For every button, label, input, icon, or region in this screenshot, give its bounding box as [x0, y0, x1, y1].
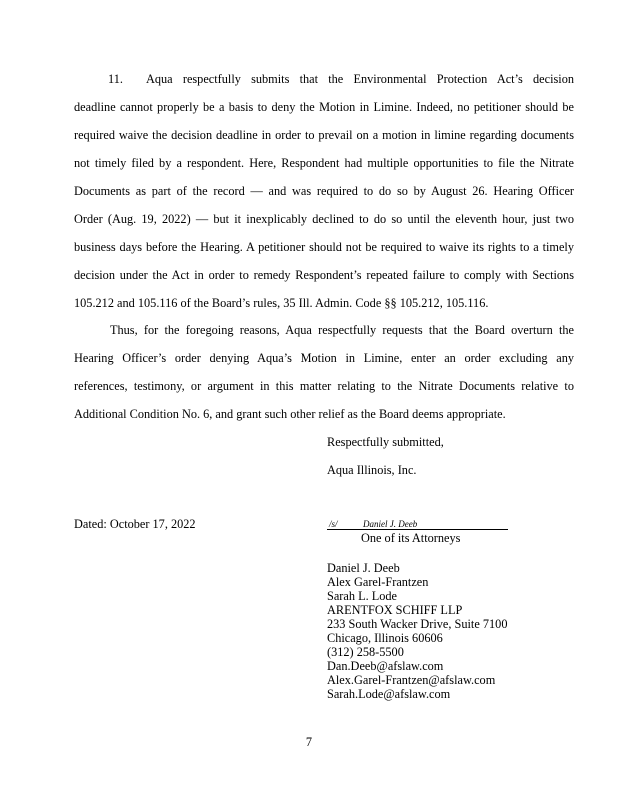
signature-s-mark: /s/ [329, 519, 338, 529]
signature-line [327, 529, 508, 530]
attorney-line: Daniel J. Deeb [327, 561, 400, 575]
signature-caption: One of its Attorneys [361, 531, 461, 545]
email-link[interactable]: Dan.Deeb@afslaw.com [327, 659, 444, 673]
paragraph-number: 11. [108, 72, 123, 86]
conclusion-line: Thus, for the foregoing reasons, Aqua respectfully requests that the Board overturn the [110, 323, 574, 337]
firm-name: ARENTFOX SCHIFF LLP [327, 603, 463, 617]
paragraph-line: required waive the decision deadline in order to prevail on a motion in limine regarding documents [74, 128, 574, 142]
attorney-line: Sarah L. Lode [327, 589, 397, 603]
conclusion-line: Additional Condition No. 6, and grant such other relief as the Board deems appropriate. [74, 407, 506, 421]
paragraph-line: Order (Aug. 19, 2022) — but it inexplicably declined to do so until the eleventh hour, just two [74, 212, 574, 226]
party-name: Aqua Illinois, Inc. [327, 463, 417, 477]
dated-line: Dated: October 17, 2022 [74, 517, 196, 531]
address-line: Chicago, Illinois 60606 [327, 631, 443, 645]
signature-name: Daniel J. Deeb [363, 519, 418, 529]
address-line: 233 South Wacker Drive, Suite 7100 [327, 617, 508, 631]
respectfully-submitted: Respectfully submitted, [327, 435, 444, 449]
conclusion-paragraph [74, 323, 574, 423]
email-link[interactable]: Sarah.Lode@afslaw.com [327, 687, 451, 701]
page-number: 7 [305, 735, 313, 749]
paragraph-line: 105.212 and 105.116 of the Board’s rules, 35 Ill. Admin. Code §§ 105.212, 105.116. [74, 296, 489, 310]
attorney-line: Alex Garel-Frantzen [327, 575, 429, 589]
paragraph-line: Documents as part of the record — and was required to do so by August 26. Hearing Officer [74, 184, 574, 198]
paragraph-line: not timely filed by a respondent. Here, Respondent had multiple opportunities to file the Nitrate [74, 156, 574, 170]
attorney-block [327, 561, 507, 701]
conclusion-line: Hearing Officer’s order denying Aqua’s Motion in Limine, enter an order excluding any [74, 351, 574, 365]
conclusion-line: references, testimony, or argument in this matter relating to the Nitrate Documents relative to [74, 379, 574, 393]
paragraph-line: deadline cannot properly be a basis to deny the Motion in Limine. Indeed, no petitioner should be [74, 100, 574, 114]
phone: (312) 258-5500 [327, 645, 404, 659]
paragraph-line: Aqua respectfully submits that the Environmental Protection Act’s decision [146, 72, 574, 86]
paragraph-line: decision under the Act in order to remedy Respondent’s repeated failure to comply with Sections [74, 268, 574, 282]
email-link[interactable]: Alex.Garel-Frantzen@afslaw.com [327, 673, 496, 687]
paragraph-line: business days before the Hearing. A petitioner should not be required to waive its rights to a timely [74, 240, 574, 254]
paragraph-11 [74, 72, 574, 312]
